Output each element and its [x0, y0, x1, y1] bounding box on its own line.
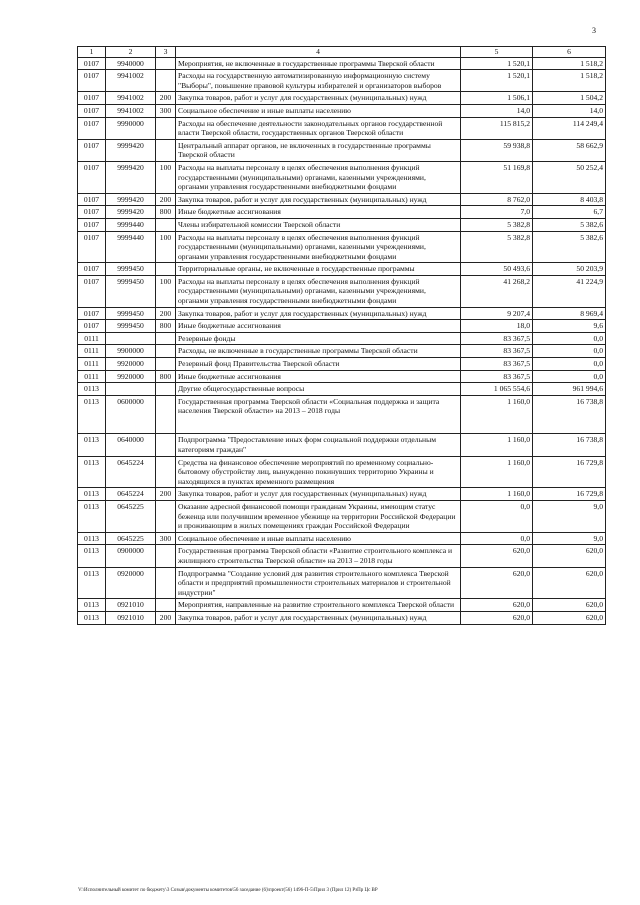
item-name-cell: Государственная программа Тверской области «Социальная поддержка и защита населения Тверской области» на 2013 – 2018 годы: [176, 395, 461, 434]
amount-planned-cell: 51 169,8: [461, 161, 533, 193]
target-code-cell: [106, 332, 156, 345]
item-name-cell: Расходы на обеспечение деятельности законодательных органов государственной власти Тверской области, государственных органов Тверской области: [176, 117, 461, 139]
amount-planned-cell: 1 520,1: [461, 57, 533, 70]
section-code-cell: 0113: [78, 456, 106, 488]
section-code-cell: 0107: [78, 92, 106, 105]
section-code-cell: 0113: [78, 383, 106, 396]
amount-executed-cell: 0,0: [533, 345, 606, 358]
section-code-cell: 0107: [78, 320, 106, 333]
amount-planned-cell: 50 493,6: [461, 263, 533, 276]
expense-type-cell: [156, 545, 176, 567]
section-code-cell: 0107: [78, 275, 106, 307]
expense-type-cell: 800: [156, 206, 176, 219]
target-code-cell: 9999420: [106, 206, 156, 219]
amount-planned-cell: 1 160,0: [461, 434, 533, 456]
header-col-4: 4: [176, 47, 461, 58]
section-code-cell: 0107: [78, 307, 106, 320]
amount-planned-cell: 83 367,5: [461, 345, 533, 358]
item-name-cell: Мероприятия, направленные на развитие строительного комплекса Тверской области: [176, 599, 461, 612]
expense-type-cell: 100: [156, 231, 176, 263]
table-row: [78, 456, 606, 488]
target-code-cell: 0900000: [106, 545, 156, 567]
item-name-cell: Оказание адресной финансовой помощи гражданам Украины, имеющим статус беженца или получившим временное убежище на территории Российской Федерации и проживающим в жилых помещениях граждан Российской Федерации: [176, 500, 461, 532]
footer-file-path: V:\Исполнительный комитет по бюджету\3 Созыв\документы комитетов\56 заседание (6)\проект(56) 1496-П-5\Прил 3 (Прил 12) РзПр Цс ВР: [78, 888, 378, 893]
page-number: 3: [592, 26, 596, 35]
expense-type-cell: [156, 139, 176, 161]
target-code-cell: 9999450: [106, 275, 156, 307]
amount-executed-cell: 6,7: [533, 206, 606, 219]
section-code-cell: 0111: [78, 345, 106, 358]
amount-executed-cell: 50 252,4: [533, 161, 606, 193]
expense-type-cell: [156, 263, 176, 276]
amount-executed-cell: 5 382,6: [533, 231, 606, 263]
amount-executed-cell: 14,0: [533, 104, 606, 117]
table-row: [78, 92, 606, 105]
item-name-cell: Закупка товаров, работ и услуг для государственных (муниципальных) нужд: [176, 193, 461, 206]
item-name-cell: Государственная программа Тверской области «Развитие строительного комплекса и жилищного строительства Тверской области» на 2013 – 2018 годы: [176, 545, 461, 567]
header-col-1: 1: [78, 47, 106, 58]
table-row: [78, 611, 606, 624]
target-code-cell: 9999420: [106, 139, 156, 161]
target-code-cell: 0645224: [106, 456, 156, 488]
amount-planned-cell: 83 367,5: [461, 370, 533, 383]
expense-type-cell: 800: [156, 320, 176, 333]
table-row: [78, 434, 606, 456]
amount-planned-cell: 8 762,0: [461, 193, 533, 206]
item-name-cell: Социальное обеспечение и иные выплаты населению: [176, 532, 461, 545]
expense-type-cell: 200: [156, 307, 176, 320]
table-row: [78, 161, 606, 193]
item-name-cell: Средства на финансовое обеспечение мероприятий по временному социально-бытовому обустройству лиц, вынужденно покинувших территорию Украины и находящихся в пунктах временного размещения: [176, 456, 461, 488]
amount-executed-cell: 9,6: [533, 320, 606, 333]
table-row: [78, 395, 606, 434]
table-row: [78, 70, 606, 92]
table-row: [78, 104, 606, 117]
amount-planned-cell: 620,0: [461, 611, 533, 624]
table-row: [78, 139, 606, 161]
section-code-cell: 0107: [78, 104, 106, 117]
item-name-cell: Закупка товаров, работ и услуг для государственных (муниципальных) нужд: [176, 307, 461, 320]
target-code-cell: [106, 383, 156, 396]
amount-planned-cell: 1 160,0: [461, 456, 533, 488]
amount-planned-cell: 83 367,5: [461, 332, 533, 345]
target-code-cell: 9900000: [106, 345, 156, 358]
item-name-cell: Резервные фонды: [176, 332, 461, 345]
section-code-cell: 0113: [78, 500, 106, 532]
table-row: [78, 370, 606, 383]
section-code-cell: 0107: [78, 193, 106, 206]
amount-executed-cell: 1 504,2: [533, 92, 606, 105]
item-name-cell: Подпрограмма "Создание условий для развития строительного комплекса Тверской области и предприятий промышленности строительных материалов и строительной индустрии": [176, 567, 461, 599]
section-code-cell: 0113: [78, 395, 106, 434]
table-row: [78, 500, 606, 532]
table-header-row: [78, 47, 606, 58]
section-code-cell: 0107: [78, 218, 106, 231]
expense-type-cell: 200: [156, 611, 176, 624]
amount-executed-cell: 620,0: [533, 611, 606, 624]
amount-planned-cell: 1 506,1: [461, 92, 533, 105]
item-name-cell: Подпрограмма "Предоставление иных форм социальной поддержки отдельным категориям граждан": [176, 434, 461, 456]
item-name-cell: Закупка товаров, работ и услуг для государственных (муниципальных) нужд: [176, 92, 461, 105]
amount-planned-cell: 18,0: [461, 320, 533, 333]
target-code-cell: 9999450: [106, 263, 156, 276]
table-row: [78, 263, 606, 276]
item-name-cell: Социальное обеспечение и иные выплаты населению: [176, 104, 461, 117]
header-col-2: 2: [106, 47, 156, 58]
table-row: [78, 57, 606, 70]
item-name-cell: Члены избирательной комиссии Тверской области: [176, 218, 461, 231]
amount-executed-cell: 114 249,4: [533, 117, 606, 139]
table-row: [78, 231, 606, 263]
target-code-cell: 9999420: [106, 161, 156, 193]
item-name-cell: Иные бюджетные ассигнования: [176, 370, 461, 383]
header-col-5: 5: [461, 47, 533, 58]
item-name-cell: Расходы на выплаты персоналу в целях обеспечения выполнения функций государственными (муниципальными) органами, казенными учреждениями, органами управления государственными внебюджетными фондами: [176, 161, 461, 193]
expense-type-cell: 800: [156, 370, 176, 383]
target-code-cell: 9940000: [106, 57, 156, 70]
expense-type-cell: [156, 218, 176, 231]
expense-type-cell: [156, 358, 176, 371]
expense-type-cell: 200: [156, 193, 176, 206]
target-code-cell: 9999450: [106, 307, 156, 320]
table-row: [78, 545, 606, 567]
amount-executed-cell: 0,0: [533, 370, 606, 383]
expense-type-cell: [156, 117, 176, 139]
section-code-cell: 0107: [78, 231, 106, 263]
item-name-cell: Иные бюджетные ассигнования: [176, 320, 461, 333]
amount-planned-cell: 7,0: [461, 206, 533, 219]
amount-executed-cell: 0,0: [533, 332, 606, 345]
amount-planned-cell: 1 065 554,6: [461, 383, 533, 396]
amount-planned-cell: 0,0: [461, 500, 533, 532]
section-code-cell: 0107: [78, 70, 106, 92]
table-row: [78, 206, 606, 219]
table-row: [78, 488, 606, 501]
amount-planned-cell: 115 815,2: [461, 117, 533, 139]
amount-executed-cell: 961 994,6: [533, 383, 606, 396]
target-code-cell: 9999440: [106, 231, 156, 263]
target-code-cell: 0600000: [106, 395, 156, 434]
table-row: [78, 599, 606, 612]
table-row: [78, 383, 606, 396]
target-code-cell: 9941002: [106, 70, 156, 92]
item-name-cell: Иные бюджетные ассигнования: [176, 206, 461, 219]
section-code-cell: 0113: [78, 532, 106, 545]
amount-executed-cell: 8 403,8: [533, 193, 606, 206]
amount-planned-cell: 620,0: [461, 599, 533, 612]
section-code-cell: 0113: [78, 611, 106, 624]
table-body: [78, 57, 606, 624]
section-code-cell: 0107: [78, 161, 106, 193]
expense-type-cell: [156, 456, 176, 488]
section-code-cell: 0107: [78, 117, 106, 139]
target-code-cell: 0920000: [106, 567, 156, 599]
table-row: [78, 275, 606, 307]
target-code-cell: 9999440: [106, 218, 156, 231]
target-code-cell: 9990000: [106, 117, 156, 139]
section-code-cell: 0113: [78, 599, 106, 612]
target-code-cell: 0645225: [106, 532, 156, 545]
section-code-cell: 0111: [78, 332, 106, 345]
section-code-cell: 0113: [78, 434, 106, 456]
item-name-cell: Мероприятия, не включенные в государственные программы Тверской области: [176, 57, 461, 70]
amount-executed-cell: 50 203,9: [533, 263, 606, 276]
target-code-cell: 0921010: [106, 611, 156, 624]
section-code-cell: 0107: [78, 57, 106, 70]
item-name-cell: Резервный фонд Правительства Тверской области: [176, 358, 461, 371]
amount-planned-cell: 620,0: [461, 567, 533, 599]
header-col-6: 6: [533, 47, 606, 58]
amount-executed-cell: 41 224,9: [533, 275, 606, 307]
target-code-cell: 9941002: [106, 92, 156, 105]
section-code-cell: 0113: [78, 545, 106, 567]
item-name-cell: Расходы на выплаты персоналу в целях обеспечения выполнения функций государственными (муниципальными) органами, казенными учреждениями, органами управления государственными внебюджетными фондами: [176, 231, 461, 263]
amount-planned-cell: 41 268,2: [461, 275, 533, 307]
amount-planned-cell: 14,0: [461, 104, 533, 117]
amount-planned-cell: 83 367,5: [461, 358, 533, 371]
table-row: [78, 307, 606, 320]
section-code-cell: 0113: [78, 567, 106, 599]
expense-type-cell: [156, 567, 176, 599]
expense-type-cell: 100: [156, 161, 176, 193]
expense-type-cell: 200: [156, 488, 176, 501]
amount-executed-cell: 1 518,2: [533, 57, 606, 70]
target-code-cell: 9920000: [106, 358, 156, 371]
amount-executed-cell: 16 729,8: [533, 488, 606, 501]
budget-table: [77, 46, 606, 625]
amount-executed-cell: 9,0: [533, 500, 606, 532]
expense-type-cell: [156, 57, 176, 70]
amount-executed-cell: 620,0: [533, 599, 606, 612]
amount-executed-cell: 16 738,8: [533, 434, 606, 456]
target-code-cell: 9920000: [106, 370, 156, 383]
expense-type-cell: [156, 500, 176, 532]
item-name-cell: Расходы на государственную автоматизированную информационную систему "Выборы", повышение правовой культуры избирателей и организаторов выборов: [176, 70, 461, 92]
amount-planned-cell: 1 160,0: [461, 395, 533, 434]
target-code-cell: 9999420: [106, 193, 156, 206]
amount-executed-cell: 8 969,4: [533, 307, 606, 320]
section-code-cell: 0113: [78, 488, 106, 501]
amount-planned-cell: 620,0: [461, 545, 533, 567]
amount-planned-cell: 5 382,8: [461, 218, 533, 231]
table-row: [78, 320, 606, 333]
amount-executed-cell: 16 738,8: [533, 395, 606, 434]
expense-type-cell: [156, 599, 176, 612]
header-col-3: 3: [156, 47, 176, 58]
section-code-cell: 0107: [78, 139, 106, 161]
amount-executed-cell: 16 729,8: [533, 456, 606, 488]
target-code-cell: 9941002: [106, 104, 156, 117]
target-code-cell: 0640000: [106, 434, 156, 456]
amount-planned-cell: 1 520,1: [461, 70, 533, 92]
expense-type-cell: 100: [156, 275, 176, 307]
amount-planned-cell: 59 938,8: [461, 139, 533, 161]
item-name-cell: Центральный аппарат органов, не включенных в государственные программы Тверской области: [176, 139, 461, 161]
expense-type-cell: [156, 383, 176, 396]
expense-type-cell: [156, 395, 176, 434]
table-row: [78, 532, 606, 545]
expense-type-cell: [156, 345, 176, 358]
table-row: [78, 218, 606, 231]
amount-executed-cell: 58 662,9: [533, 139, 606, 161]
item-name-cell: Расходы на выплаты персоналу в целях обеспечения выполнения функций государственными (муниципальными) органами, казенными учреждениями, органами управления государственными внебюджетными фондами: [176, 275, 461, 307]
amount-executed-cell: 0,0: [533, 358, 606, 371]
item-name-cell: Закупка товаров, работ и услуг для государственных (муниципальных) нужд: [176, 611, 461, 624]
amount-planned-cell: 9 207,4: [461, 307, 533, 320]
amount-planned-cell: 0,0: [461, 532, 533, 545]
item-name-cell: Другие общегосударственные вопросы: [176, 383, 461, 396]
target-code-cell: 0645225: [106, 500, 156, 532]
section-code-cell: 0111: [78, 358, 106, 371]
section-code-cell: 0111: [78, 370, 106, 383]
amount-executed-cell: 9,0: [533, 532, 606, 545]
target-code-cell: 0921010: [106, 599, 156, 612]
expense-type-cell: 300: [156, 532, 176, 545]
item-name-cell: Закупка товаров, работ и услуг для государственных (муниципальных) нужд: [176, 488, 461, 501]
section-code-cell: 0107: [78, 263, 106, 276]
amount-planned-cell: 5 382,8: [461, 231, 533, 263]
amount-executed-cell: 5 382,6: [533, 218, 606, 231]
item-name-cell: Расходы, не включенные в государственные программы Тверской области: [176, 345, 461, 358]
expense-type-cell: 200: [156, 92, 176, 105]
amount-executed-cell: 1 518,2: [533, 70, 606, 92]
section-code-cell: 0107: [78, 206, 106, 219]
expense-type-cell: [156, 434, 176, 456]
expense-type-cell: 300: [156, 104, 176, 117]
amount-planned-cell: 1 160,0: [461, 488, 533, 501]
expense-type-cell: [156, 70, 176, 92]
amount-executed-cell: 620,0: [533, 567, 606, 599]
table-row: [78, 567, 606, 599]
item-name-cell: Территориальные органы, не включенные в государственные программы: [176, 263, 461, 276]
expense-type-cell: [156, 332, 176, 345]
table-row: [78, 358, 606, 371]
table-row: [78, 345, 606, 358]
table-row: [78, 117, 606, 139]
table-row: [78, 193, 606, 206]
target-code-cell: 9999450: [106, 320, 156, 333]
table-row: [78, 332, 606, 345]
target-code-cell: 0645224: [106, 488, 156, 501]
amount-executed-cell: 620,0: [533, 545, 606, 567]
